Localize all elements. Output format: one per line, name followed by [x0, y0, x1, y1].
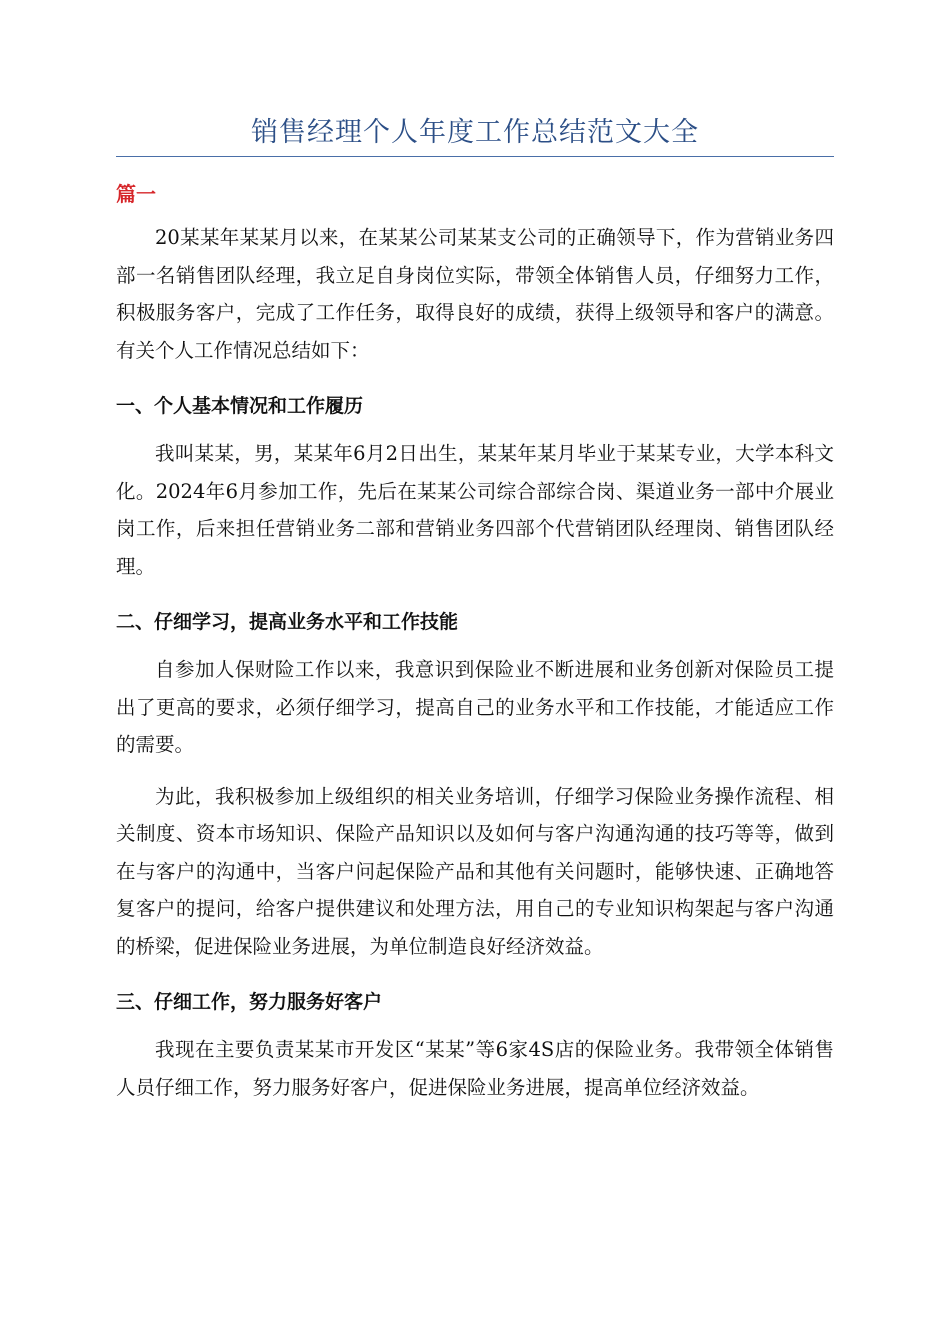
- section-1-paragraph-1: 我叫某某，男，某某年6月2日出生，某某年某月毕业于某某专业，大学本科文化。2024年6月参加工作，先后在某某公司综合部综合岗、渠道业务一部中介展业岗工作，后来担任营销业务二部和营销业务四部个代营销团队经理岗、销售团队经理。: [116, 442, 834, 578]
- section-3-paragraph-1: 我现在主要负责某某市开发区“某某”等6家4S店的保险业务。我带领全体销售人员仔细工作，努力服务好客户，促进保险业务进展，提高单位经济效益。: [116, 1038, 834, 1099]
- part-label: 篇一: [116, 182, 156, 206]
- intro-paragraph: 20某某年某某月以来，在某某公司某某支公司的正确领导下，作为营销业务四部一名销售团队经理，我立足自身岗位实际，带领全体销售人员，仔细努力工作，积极服务客户，完成了工作任务，取得良好的成绩，获得上级领导和客户的满意。有关个人工作情况总结如下：: [116, 226, 834, 362]
- section-2-paragraph-2: 为此，我积极参加上级组织的相关业务培训，仔细学习保险业务操作流程、相关制度、资本市场知识、保险产品知识以及如何与客户沟通沟通的技巧等等，做到在与客户的沟通中，当客户问起保险产品和其他有关问题时，能够快速、正确地答复客户的提问，给客户提供建议和处理方法，用自己的专业知识构架起与客户沟通的桥梁，促进保险业务进展，为单位制造良好经济效益。: [116, 784, 834, 958]
- document-page: [116, 112, 834, 1106]
- section-2-heading: 二、仔细学习，提高业务水平和工作技能: [116, 611, 459, 633]
- document-title: 销售经理个人年度工作总结范文大全: [116, 112, 834, 157]
- section-2-paragraph-1: 自参加人保财险工作以来，我意识到保险业不断进展和业务创新对保险员工提出了更高的要求，必须仔细学习，提高自己的业务水平和工作技能，才能适应工作的需要。: [116, 658, 834, 756]
- section-1-heading: 一、个人基本情况和工作履历: [116, 395, 364, 417]
- section-3-heading: 三、仔细工作，努力服务好客户: [116, 991, 383, 1013]
